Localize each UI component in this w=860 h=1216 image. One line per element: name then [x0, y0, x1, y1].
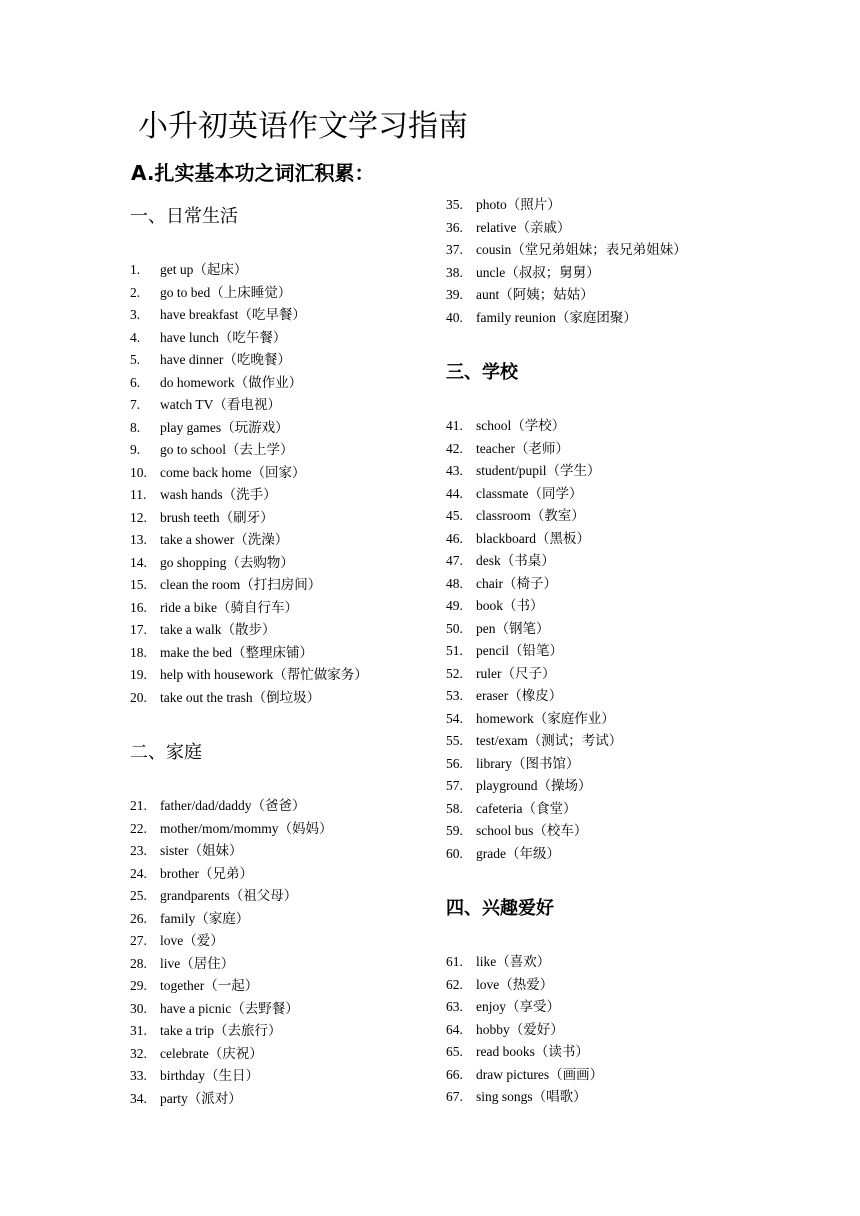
item-text: love（爱） — [160, 933, 224, 948]
item-text: family reunion（家庭团聚） — [476, 309, 637, 325]
item-text: sister（姐妹） — [160, 843, 243, 858]
item-text: go shopping（去购物） — [160, 554, 294, 570]
item-number: 29. — [130, 978, 147, 993]
vocab-item — [446, 573, 622, 596]
heading-family: 二、家庭 — [130, 742, 202, 763]
vocab-item — [130, 818, 333, 841]
item-number: 56. — [446, 755, 463, 771]
vocab-item — [130, 439, 368, 462]
vocab-item — [446, 843, 622, 866]
item-number: 27. — [130, 933, 147, 948]
item-text: clean the room（打扫房间） — [160, 577, 322, 592]
vocab-item — [130, 259, 368, 282]
item-text: school bus（校车） — [476, 823, 588, 838]
item-number: 60. — [446, 845, 463, 861]
vocab-item — [446, 663, 622, 686]
vocab-item — [446, 775, 622, 798]
item-number: 48. — [446, 575, 463, 591]
item-number: 23. — [130, 843, 147, 858]
item-number: 14. — [130, 554, 147, 570]
item-text: brush teeth（刷牙） — [160, 509, 274, 525]
list-daily-life — [130, 259, 368, 709]
item-text: do homework（做作业） — [160, 374, 303, 390]
item-number: 13. — [130, 532, 147, 547]
item-number: 26. — [130, 910, 147, 926]
item-number: 35. — [446, 197, 463, 212]
item-text: desk（书桌） — [476, 553, 555, 568]
list-hobbies — [446, 951, 603, 1109]
item-text: go to bed（上床睡觉） — [160, 284, 292, 300]
heading-school: 三、学校 — [446, 362, 518, 383]
vocab-item — [446, 1064, 603, 1087]
item-text: brother（兄弟） — [160, 865, 253, 881]
heading-daily-life: 一、日常生活 — [130, 206, 238, 227]
vocab-item — [446, 951, 603, 974]
item-number: 1. — [130, 262, 141, 277]
item-number: 53. — [446, 688, 463, 703]
item-number: 51. — [446, 643, 463, 658]
item-text: chair（椅子） — [476, 575, 557, 591]
item-number: 24. — [130, 865, 147, 881]
item-text: live（居住） — [160, 955, 235, 971]
item-text: student/pupil（学生） — [476, 463, 601, 478]
vocab-item — [446, 595, 622, 618]
item-text: family（家庭） — [160, 910, 250, 926]
vocab-item — [130, 619, 368, 642]
item-number: 30. — [130, 1000, 147, 1016]
vocab-item — [130, 574, 368, 597]
item-number: 54. — [446, 710, 463, 726]
vocab-item — [130, 975, 333, 998]
vocab-item — [446, 307, 687, 330]
vocab-item — [446, 460, 622, 483]
item-text: pencil（铅笔） — [476, 643, 563, 658]
vocab-item — [130, 282, 368, 305]
item-text: cafeteria（食堂） — [476, 800, 577, 816]
item-number: 4. — [130, 329, 141, 345]
item-text: come back home（回家） — [160, 464, 306, 480]
vocab-item — [130, 349, 368, 372]
vocab-item — [130, 372, 368, 395]
vocab-item — [130, 885, 333, 908]
vocab-item — [446, 550, 622, 573]
item-number: 40. — [446, 309, 463, 325]
item-number: 43. — [446, 463, 463, 478]
vocab-item — [446, 284, 687, 307]
item-text: have a picnic（去野餐） — [160, 1000, 299, 1016]
item-text: book（书） — [476, 598, 544, 613]
item-number: 57. — [446, 778, 463, 793]
vocab-item — [446, 974, 603, 997]
vocab-item — [130, 795, 333, 818]
item-text: have breakfast（吃早餐） — [160, 307, 306, 322]
vocab-item — [130, 417, 368, 440]
item-text: read books（读书） — [476, 1044, 589, 1059]
list-school — [446, 415, 622, 865]
item-text: watch TV（看电视） — [160, 397, 281, 412]
vocab-item — [130, 840, 333, 863]
item-number: 61. — [446, 954, 463, 969]
vocab-item — [446, 1041, 603, 1064]
item-text: classmate（同学） — [476, 485, 583, 501]
item-text: playground（操场） — [476, 778, 592, 793]
item-number: 63. — [446, 999, 463, 1014]
item-number: 6. — [130, 374, 141, 390]
item-text: photo（照片） — [476, 197, 561, 212]
vocab-item — [446, 217, 687, 240]
item-number: 17. — [130, 622, 147, 637]
item-text: take a shower（洗澡） — [160, 532, 289, 547]
item-text: wash hands（洗手） — [160, 487, 277, 502]
page-title: 小升初英语作文学习指南 — [138, 109, 468, 144]
item-number: 2. — [130, 284, 141, 300]
vocab-item — [446, 438, 622, 461]
vocab-item — [130, 462, 368, 485]
item-number: 32. — [130, 1045, 147, 1061]
item-text: test/exam（测试；考试） — [476, 733, 623, 748]
vocab-item — [130, 1065, 333, 1088]
item-number: 33. — [130, 1068, 147, 1083]
vocab-item — [130, 930, 333, 953]
vocab-item — [130, 642, 368, 665]
vocab-item — [446, 1019, 603, 1042]
item-number: 22. — [130, 820, 147, 836]
item-text: birthday（生日） — [160, 1068, 259, 1083]
item-number: 36. — [446, 219, 463, 235]
item-number: 28. — [130, 955, 147, 971]
item-text: love（热爱） — [476, 976, 554, 992]
item-number: 5. — [130, 352, 141, 367]
item-text: party（派对） — [160, 1090, 242, 1106]
vocab-item — [130, 597, 368, 620]
item-number: 3. — [130, 307, 141, 322]
item-number: 65. — [446, 1044, 463, 1059]
vocab-item — [446, 505, 622, 528]
vocab-item — [446, 820, 622, 843]
item-number: 64. — [446, 1021, 463, 1037]
vocab-item — [446, 239, 687, 262]
item-number: 45. — [446, 508, 463, 523]
vocab-item — [130, 327, 368, 350]
item-number: 20. — [130, 689, 147, 705]
item-number: 49. — [446, 598, 463, 613]
item-text: draw pictures（画画） — [476, 1066, 604, 1082]
item-number: 15. — [130, 577, 147, 592]
vocab-item — [130, 998, 333, 1021]
item-number: 41. — [446, 418, 463, 433]
item-number: 47. — [446, 553, 463, 568]
item-text: aunt（阿姨；姑姑） — [476, 287, 594, 302]
item-text: uncle（叔叔；舅舅） — [476, 264, 600, 280]
vocab-item — [446, 618, 622, 641]
item-text: homework（家庭作业） — [476, 710, 615, 726]
item-number: 55. — [446, 733, 463, 748]
item-number: 37. — [446, 242, 463, 257]
vocab-item — [130, 1020, 333, 1043]
vocab-item — [130, 863, 333, 886]
vocab-item — [130, 507, 368, 530]
item-text: library（图书馆） — [476, 755, 580, 771]
item-text: cousin（堂兄弟姐妹；表兄弟姐妹） — [476, 242, 687, 257]
item-text: ride a bike（骑自行车） — [160, 599, 298, 615]
item-text: enjoy（享受） — [476, 999, 560, 1014]
item-text: have lunch（吃午餐） — [160, 329, 287, 345]
item-text: together（一起） — [160, 978, 259, 993]
item-number: 25. — [130, 888, 147, 903]
item-number: 34. — [130, 1090, 147, 1106]
vocab-item — [446, 798, 622, 821]
item-number: 10. — [130, 464, 147, 480]
item-text: take a trip（去旅行） — [160, 1023, 282, 1038]
list-family-continued — [446, 194, 687, 329]
item-text: have dinner（吃晚餐） — [160, 352, 291, 367]
item-text: school（学校） — [476, 418, 566, 433]
vocab-item — [446, 194, 687, 217]
item-number: 58. — [446, 800, 463, 816]
item-text: teacher（老师） — [476, 440, 569, 456]
vocab-item — [446, 730, 622, 753]
vocab-item — [130, 529, 368, 552]
item-text: grandparents（祖父母） — [160, 888, 298, 903]
item-text: make the bed（整理床铺） — [160, 644, 313, 660]
item-number: 67. — [446, 1089, 463, 1104]
vocab-item — [130, 908, 333, 931]
item-text: blackboard（黑板） — [476, 530, 590, 546]
item-number: 21. — [130, 798, 147, 813]
item-number: 42. — [446, 440, 463, 456]
item-number: 52. — [446, 665, 463, 681]
section-subtitle: A.扎实基本功之词汇积累： — [131, 161, 375, 185]
item-text: mother/mom/mommy（妈妈） — [160, 820, 333, 836]
item-number: 50. — [446, 620, 463, 636]
item-text: play games（玩游戏） — [160, 419, 289, 435]
vocab-item — [446, 685, 622, 708]
item-text: celebrate（庆祝） — [160, 1045, 263, 1061]
item-text: take out the trash（倒垃圾） — [160, 689, 321, 705]
vocab-item — [446, 708, 622, 731]
vocab-item — [130, 552, 368, 575]
item-text: help with housework（帮忙做家务） — [160, 667, 368, 682]
item-text: father/dad/daddy（爸爸） — [160, 798, 306, 813]
item-number: 12. — [130, 509, 147, 525]
vocab-item — [446, 996, 603, 1019]
vocab-item — [130, 687, 368, 710]
vocab-item — [446, 415, 622, 438]
item-number: 31. — [130, 1023, 147, 1038]
heading-hobbies: 四、兴趣爱好 — [446, 898, 554, 919]
vocab-item — [130, 1088, 333, 1111]
item-number: 62. — [446, 976, 463, 992]
item-number: 38. — [446, 264, 463, 280]
item-text: eraser（橡皮） — [476, 688, 563, 703]
item-number: 9. — [130, 442, 141, 457]
item-text: like（喜欢） — [476, 954, 551, 969]
vocab-item — [446, 1086, 603, 1109]
item-number: 8. — [130, 419, 141, 435]
item-text: get up（起床） — [160, 262, 248, 277]
item-number: 66. — [446, 1066, 463, 1082]
vocab-item — [446, 753, 622, 776]
item-number: 16. — [130, 599, 147, 615]
vocab-item — [130, 484, 368, 507]
vocab-item — [130, 1043, 333, 1066]
vocab-item — [446, 528, 622, 551]
item-text: classroom（教室） — [476, 508, 585, 523]
vocab-item — [130, 664, 368, 687]
list-family — [130, 795, 333, 1110]
item-text: sing songs（唱歌） — [476, 1089, 587, 1104]
item-number: 39. — [446, 287, 463, 302]
vocab-item — [446, 640, 622, 663]
item-number: 11. — [130, 487, 147, 502]
item-number: 46. — [446, 530, 463, 546]
vocab-item — [446, 262, 687, 285]
item-text: take a walk（散步） — [160, 622, 276, 637]
item-text: go to school（去上学） — [160, 442, 294, 457]
item-text: pen（钢笔） — [476, 620, 550, 636]
item-text: relative（亲戚） — [476, 219, 571, 235]
item-text: grade（年级） — [476, 845, 560, 861]
item-number: 19. — [130, 667, 147, 682]
vocab-item — [130, 394, 368, 417]
vocab-item — [446, 483, 622, 506]
vocab-item — [130, 953, 333, 976]
item-text: ruler（尺子） — [476, 665, 556, 681]
item-number: 44. — [446, 485, 463, 501]
vocab-item — [130, 304, 368, 327]
item-number: 7. — [130, 397, 141, 412]
item-number: 59. — [446, 823, 463, 838]
item-number: 18. — [130, 644, 147, 660]
item-text: hobby（爱好） — [476, 1021, 564, 1037]
